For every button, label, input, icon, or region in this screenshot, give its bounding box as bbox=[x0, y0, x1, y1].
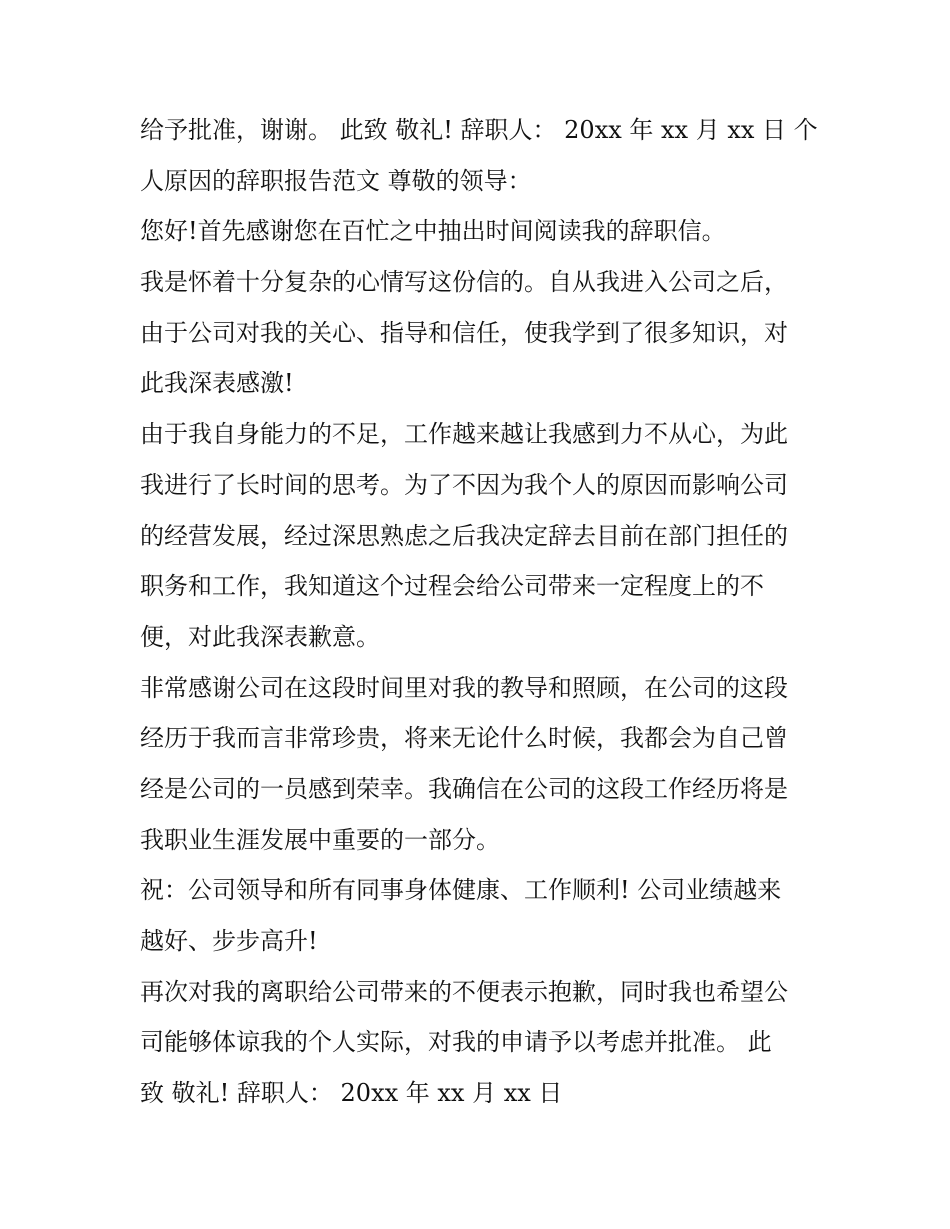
text-line: 我是怀着十分复杂的心情写这份信的。自从我进入公司之后， bbox=[140, 268, 788, 297]
document-body bbox=[140, 105, 820, 1119]
text-line: 的经营发展，经过深思熟虑之后我决定辞去目前在部门担任的 bbox=[140, 521, 788, 550]
text-line: 司能够体谅我的个人实际，对我的申请予以考虑并批准。 此 bbox=[140, 1028, 772, 1057]
text-line: 致 敬礼! 辞职人： 20xx 年 xx 月 xx 日 bbox=[140, 1079, 563, 1108]
text-line: 便，对此我深表歉意。 bbox=[140, 622, 380, 651]
text-line: 人原因的辞职报告范文 尊敬的领导： bbox=[140, 166, 532, 195]
text-line: 非常感谢公司在这段时间里对我的教导和照顾，在公司的这段 bbox=[140, 673, 788, 702]
text-line: 您好!首先感谢您在百忙之中抽出时间阅读我的辞职信。 bbox=[140, 217, 726, 246]
text-line: 由于我自身能力的不足，工作越来越让我感到力不从心，为此 bbox=[140, 420, 788, 449]
text-line: 给予批准，谢谢。 此致 敬礼! 辞职人： 20xx 年 xx 月 xx 日 个 bbox=[140, 116, 818, 144]
text-line: 此我深表感激! bbox=[140, 369, 294, 398]
text-line: 经历于我而言非常珍贵，将来无论什么时候，我都会为自己曾 bbox=[140, 724, 788, 753]
text-line: 再次对我的离职给公司带来的不便表示抱歉，同时我也希望公 bbox=[140, 977, 788, 1006]
text-line: 越好、步步高升! bbox=[140, 927, 318, 955]
text-line: 经是公司的一员感到荣幸。我确信在公司的这段工作经历将是 bbox=[140, 774, 788, 803]
text-line: 职务和工作，我知道这个过程会给公司带来一定程度上的不 bbox=[140, 572, 764, 601]
text-line: 由于公司对我的关心、指导和信任，使我学到了很多知识，对 bbox=[140, 318, 788, 347]
text-line: 祝：公司领导和所有同事身体健康、工作顺利! 公司业绩越来 bbox=[140, 876, 782, 905]
text-line: 我进行了长时间的思考。为了不因为我个人的原因而影响公司 bbox=[140, 470, 788, 499]
text-line: 我职业生涯发展中重要的一部分。 bbox=[140, 825, 500, 854]
